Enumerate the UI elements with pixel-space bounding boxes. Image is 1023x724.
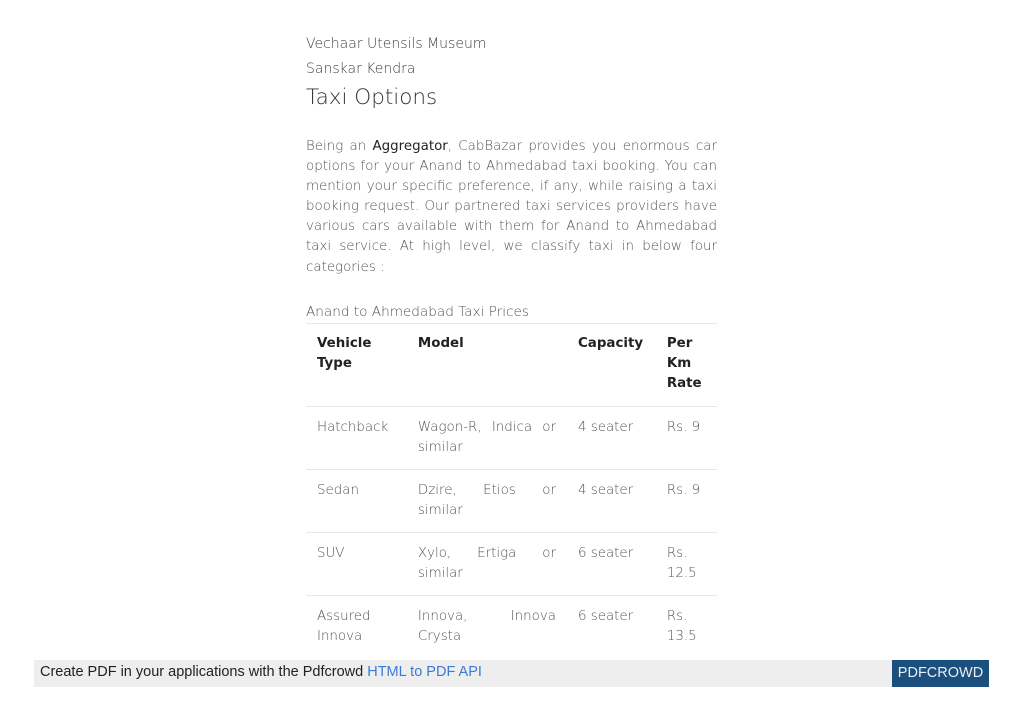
pdfcrowd-footer-bar (34, 660, 989, 687)
cell-model: Wagon-R, Indica or similar (407, 406, 567, 469)
cell-vehicle-type: Sedan (306, 469, 407, 532)
table-row (306, 406, 717, 469)
cell-vehicle-type: Hatchback (306, 406, 407, 469)
header-per-km-rate: Per Km Rate (666, 335, 702, 391)
nav-link-vechaar-museum[interactable]: Vechaar Utensils Museum (306, 36, 487, 52)
intro-aggregator-text: Aggregator (372, 139, 448, 154)
pdfcrowd-brand-button[interactable]: PDFCROWD (892, 660, 989, 687)
cell-capacity: 6 seater (567, 532, 656, 595)
cell-vehicle-type: SUV (306, 532, 407, 595)
header-vehicle-type: Vehicle Type (317, 335, 372, 371)
main-content (306, 34, 717, 658)
cell-capacity: 4 seater (567, 469, 656, 532)
table-header-row (306, 323, 717, 406)
intro-text-before: Being an (306, 139, 373, 154)
cell-model: Xylo, Ertiga or similar (407, 532, 567, 595)
cell-rate: Rs. 12.5 (656, 532, 717, 595)
taxi-price-table (306, 323, 717, 658)
html-to-pdf-api-link[interactable]: HTML to PDF API (367, 664, 482, 680)
nav-link-sanskar-kendra[interactable]: Sanskar Kendra (306, 60, 416, 77)
cell-capacity: 6 seater (567, 595, 656, 658)
pdfcrowd-footer-text (40, 664, 482, 680)
cell-vehicle-type: Assured Innova (306, 595, 407, 658)
cell-rate: Rs. 9 (656, 469, 717, 532)
cell-capacity: 4 seater (567, 406, 656, 469)
footer-text: Create PDF in your applications with the Pdfcrowd (40, 664, 368, 680)
cell-model: Innova, Innova Crysta (407, 595, 567, 658)
table-caption: Anand to Ahmedabad Taxi Prices (306, 303, 529, 320)
table-row (306, 532, 717, 595)
cell-rate: Rs. 13.5 (656, 595, 717, 658)
table-row (306, 595, 717, 658)
section-title: Taxi Options (306, 85, 438, 110)
header-capacity: Capacity (577, 335, 644, 351)
cell-rate: Rs. 9 (656, 406, 717, 469)
cell-model: Dzire, Etios or similar (407, 469, 567, 532)
intro-text-after: , CabBazar provides you enormous car options for your Anand to Ahmedabad taxi booking. You can mention your specific preference, if any, while raising a taxi booking request. Our partnered taxi services providers have various cars available with them for Anand to Ahmedabad taxi service. At high level, we classify taxi in below four categories : (306, 139, 717, 275)
table-row (306, 469, 717, 532)
intro-paragraph (306, 137, 717, 278)
header-model: Model (417, 335, 464, 351)
